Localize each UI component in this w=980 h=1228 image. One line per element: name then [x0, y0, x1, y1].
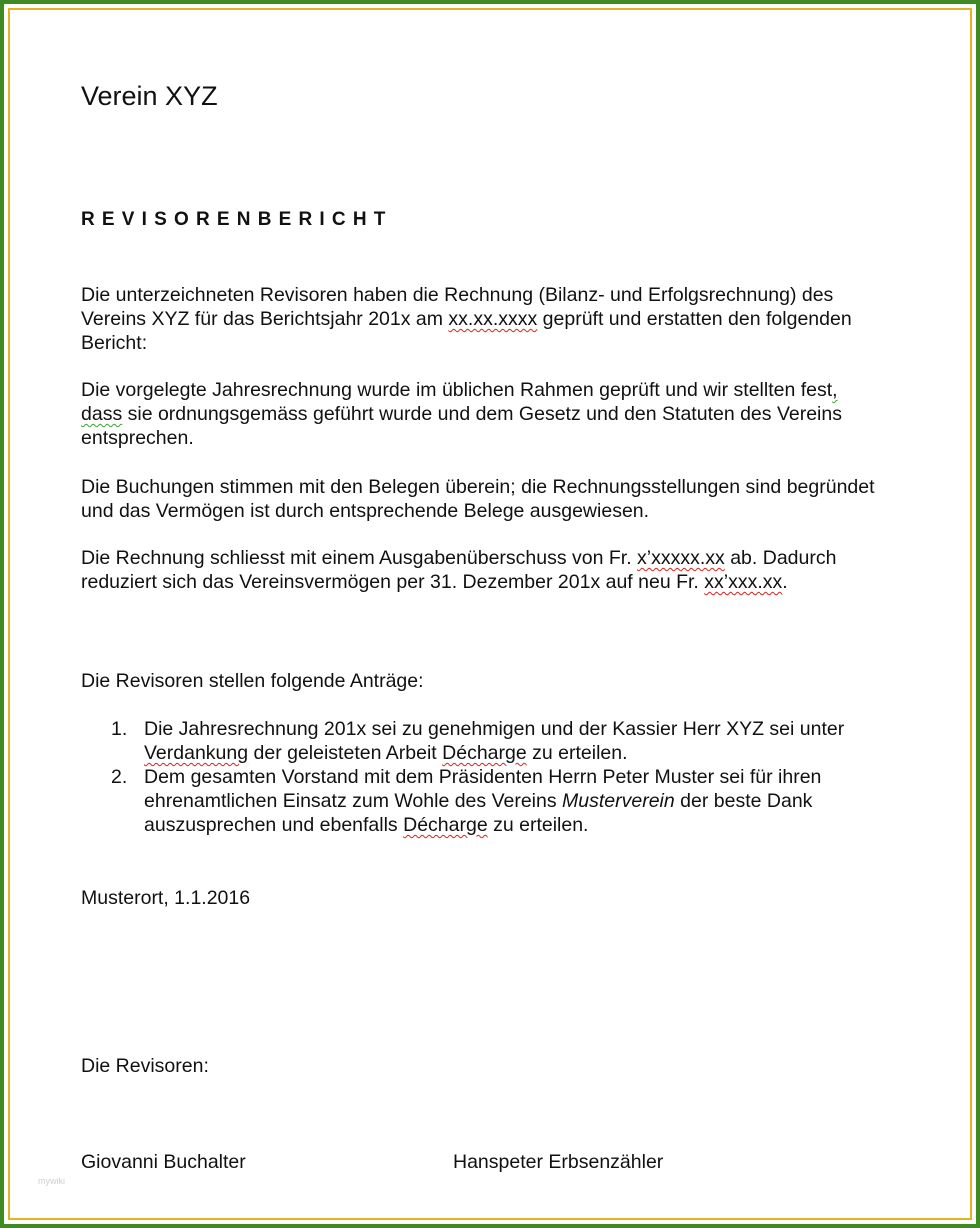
spell-marked-word: Verdankung	[144, 742, 249, 764]
signer-name-2: Hanspeter Erbsenzähler	[453, 1151, 664, 1173]
watermark: mywiki	[38, 1176, 65, 1186]
report-heading: REVISORENBERICHT	[81, 209, 393, 230]
paragraph-audit	[81, 378, 881, 450]
list-item-text: der beste Dank auszusprechen und ebenfalls	[144, 790, 813, 836]
paragraph-result-text: Die Rechnung schliesst mit einem Ausgabenüberschuss von Fr.	[81, 547, 638, 569]
amount-placeholder-2: xx’xxx.xx	[704, 571, 783, 593]
association-name: Musterverein	[562, 790, 675, 812]
list-item-number: 1.	[111, 718, 128, 740]
paragraph-intro	[81, 283, 881, 355]
paragraph-intro-text: Die unterzeichneten Revisoren haben die Rechnung (Bilanz- und Erfolgsrechnung) des Vereins XYZ für das Berichtsjahr 201x am	[81, 284, 834, 330]
list-item-text: zu erteilen.	[526, 742, 628, 764]
list-item-text: Die Jahresrechnung 201x sei zu genehmigen und der Kassier Herr XYZ sei unter	[144, 718, 845, 740]
paragraph-audit-text-end: sie ordnungsgemäss geführt wurde und dem Gesetz und den Statuten des Vereins entsprechen.	[81, 403, 842, 449]
motions-list	[81, 717, 881, 837]
place-date: Musterort, 1.1.2016	[81, 887, 251, 909]
list-item-text: der geleisteten Arbeit	[248, 742, 443, 764]
paragraph-result-text-mid: ab. Dadurch reduziert sich das Vereinsvermögen per 31. Dezember 201x auf neu Fr.	[81, 547, 837, 593]
grammar-marked-text: , dass	[81, 379, 838, 425]
list-item-text: zu erteilen.	[487, 814, 589, 836]
paragraph-bookings: Die Buchungen stimmen mit den Belegen überein; die Rechnungsstellungen sind begründet und das Vermögen ist durch entsprechende Belege ausgewiesen.	[81, 476, 875, 522]
revisors-label: Die Revisoren:	[81, 1055, 209, 1077]
paragraph-result	[81, 546, 881, 594]
date-placeholder: xx.xx.xxxx	[448, 308, 538, 330]
list-item	[81, 765, 881, 837]
paragraph-audit-text: Die vorgelegte Jahresrechnung wurde im üblichen Rahmen geprüft und wir stellten fest	[81, 379, 833, 401]
spell-marked-word: Décharge	[403, 814, 488, 836]
signer-name-1: Giovanni Buchalter	[81, 1151, 246, 1173]
document-title: Verein XYZ	[81, 81, 218, 111]
list-item-number: 2.	[111, 766, 128, 788]
paragraph-intro-text-end: geprüft und erstatten den folgenden Bericht:	[81, 308, 852, 354]
paragraph-result-text-end: .	[782, 571, 788, 593]
list-item-text: Dem gesamten Vorstand mit dem Präsidenten Herrn Peter Muster sei für ihren ehrenamtlichen Einsatz zum Wohle des Vereins	[144, 766, 822, 812]
list-item	[81, 717, 881, 765]
amount-placeholder-1: x’xxxxx.xx	[637, 547, 725, 569]
spell-marked-word: Décharge	[442, 742, 527, 764]
paragraph-motions: Die Revisoren stellen folgende Anträge:	[81, 670, 424, 692]
